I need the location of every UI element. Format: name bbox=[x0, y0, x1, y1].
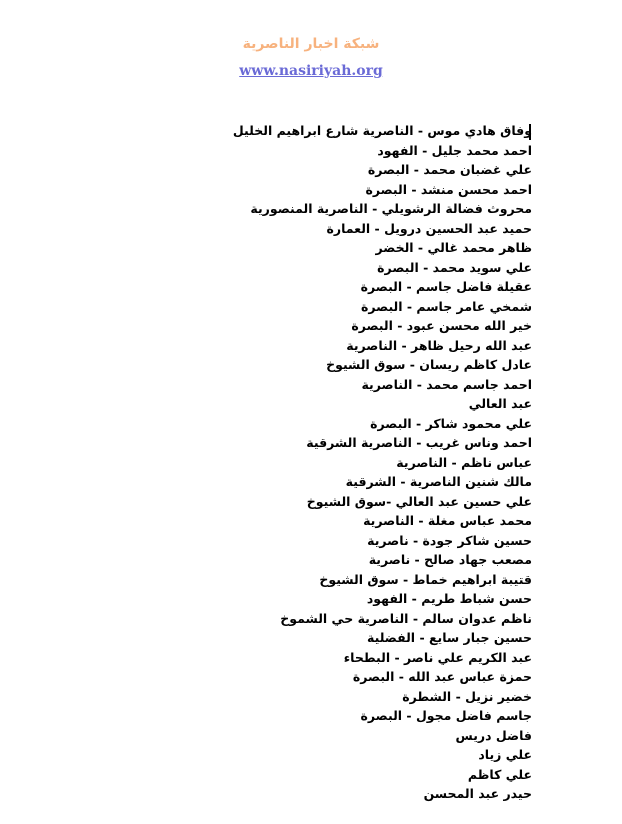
list-item: حميد عبد الحسين درويل - العمارة bbox=[326, 220, 532, 236]
list-item: شمخي عامر جاسم - البصرة bbox=[360, 298, 532, 314]
list-item: حسن شباط طريم - الفهود bbox=[366, 591, 532, 606]
list-item: عبد الله رحيل ظاهر - الناصرية bbox=[346, 337, 532, 353]
list-item: مصعب جهاد صالح - ناصرية bbox=[368, 552, 532, 567]
list-item: محروث فضالة الرشويلي - الناصرية المنصورية bbox=[250, 201, 532, 216]
list-item: علي حسين عبد العالي -سوق الشيوخ bbox=[306, 493, 532, 509]
list-item: حيدر عبد المحسن bbox=[423, 786, 532, 801]
list-item: وفاق هادي موس - الناصرية شارع ابراهيم الخليل bbox=[232, 123, 532, 138]
list-item: فاضل دريس bbox=[455, 727, 532, 743]
list-item: علي غضبان محمد - البصرة bbox=[367, 162, 532, 177]
list-item: ظاهر محمد غالي - الخضر bbox=[375, 240, 532, 255]
list-item: حمزة عباس عبد الله - البصرة bbox=[352, 669, 532, 684]
list-item: محمد عباس مغلة - الناصرية bbox=[363, 513, 532, 528]
list-item: احمد وناس غريب - الناصرية الشرقية bbox=[306, 435, 532, 450]
list-item: عبد العالي bbox=[468, 396, 532, 411]
list-item: عباس ناظم - الناصرية bbox=[396, 454, 532, 470]
list-item: خضير نزيل - الشطرة bbox=[402, 688, 532, 704]
list-item: احمد محمد جليل - الفهود bbox=[377, 142, 532, 158]
list-item: خير الله محسن عبود - البصرة bbox=[351, 318, 532, 333]
list-item: جاسم فاضل مجول - البصرة bbox=[360, 708, 532, 723]
list-item: علي محمود شاكر - البصرة bbox=[370, 415, 532, 431]
list-item: قتيبة ابراهيم خماط - سوق الشيوخ bbox=[319, 571, 532, 587]
names-list bbox=[233, 121, 532, 804]
list-item: علي سويد محمد - البصرة bbox=[377, 259, 532, 275]
list-item: عبد الكريم علي ناصر - البطحاء bbox=[343, 649, 532, 665]
list-item: حسين شاكر جودة - ناصرية bbox=[367, 532, 532, 548]
site-logo: شبكة اخبار الناصرية bbox=[242, 36, 380, 52]
list-item: احمد محسن منشد - البصرة bbox=[365, 181, 532, 197]
list-item: حسين جبار سايع - الفضلية bbox=[367, 630, 532, 645]
list-item: ناظم عدوان سالم - الناصرية حي الشموخ bbox=[280, 610, 532, 626]
list-item: عادل كاظم ريسان - سوق الشيوخ bbox=[326, 357, 532, 372]
list-item: عقيلة فاضل جاسم - البصرة bbox=[360, 279, 532, 294]
list-item: علي كاظم bbox=[467, 766, 532, 782]
list-item: علي زياد bbox=[478, 747, 532, 762]
list-item: مالك شنين الناصرية - الشرقية bbox=[345, 474, 532, 489]
site-url-link[interactable]: www.nasiriyah.org bbox=[239, 63, 383, 79]
list-item: احمد جاسم محمد - الناصرية bbox=[361, 376, 532, 392]
